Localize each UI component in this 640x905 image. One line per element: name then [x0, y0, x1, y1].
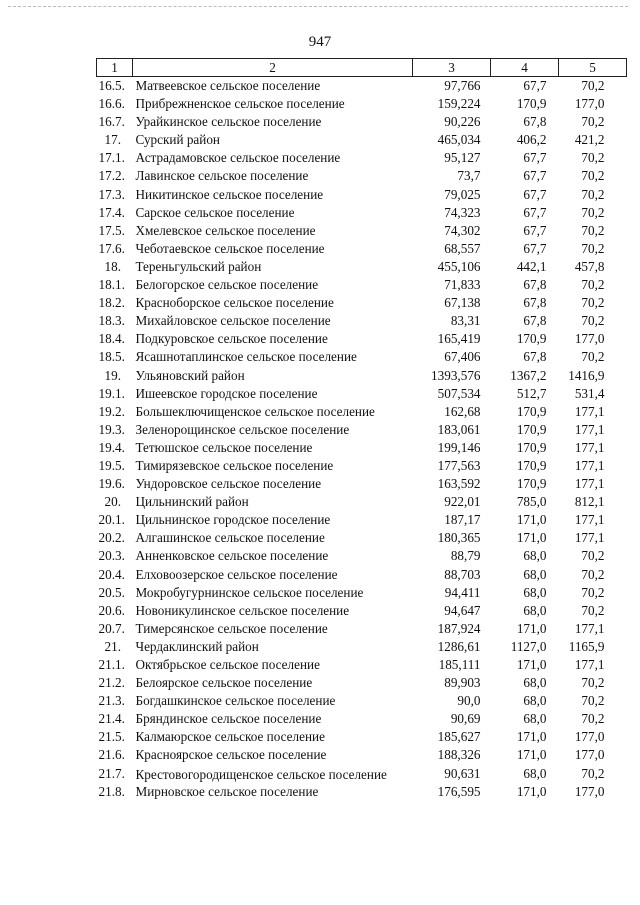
row-number: 21.3.	[98, 693, 125, 709]
value-col-4: 67,8	[523, 313, 547, 329]
value-col-5: 531,4	[574, 385, 605, 401]
value-col-3: 97,766	[444, 78, 481, 93]
row-number: 17.6.	[98, 240, 125, 256]
value-col-4: 68,0	[523, 675, 547, 691]
value-col-3: 83,31	[450, 313, 481, 329]
header-col-3: 3	[413, 59, 491, 77]
value-col-5: 177,1	[574, 421, 605, 437]
value-col-3: 67,406	[444, 349, 481, 365]
row-number: 17.5.	[98, 222, 125, 238]
value-col-3: 90,226	[444, 114, 481, 130]
value-col-4: 170,9	[516, 421, 547, 437]
value-col-4: 442,1	[516, 258, 547, 274]
row-number: 21.1.	[98, 657, 125, 672]
table-row	[97, 511, 627, 529]
row-number: 18.2.	[98, 295, 125, 311]
value-col-5: 70,2	[581, 204, 605, 220]
table-row-district	[97, 493, 627, 511]
value-col-3: 187,17	[444, 512, 481, 528]
row-number: 17.2.	[98, 168, 125, 184]
table-row	[97, 421, 627, 439]
value-col-5: 70,2	[581, 168, 605, 184]
value-col-3: 71,833	[444, 277, 481, 293]
value-col-4: 68,0	[523, 566, 547, 582]
row-name: Урайкинское сельское поселение	[135, 114, 322, 130]
row-number: 19.5.	[98, 457, 125, 473]
value-col-5: 70,2	[581, 602, 605, 618]
value-col-4: 170,9	[516, 403, 547, 419]
table-row	[97, 457, 627, 475]
value-col-4: 170,9	[516, 439, 547, 455]
row-name: Богдашкинское сельское поселение	[135, 693, 336, 709]
row-name: Красноярское сельское поселение	[135, 747, 327, 763]
table-row	[97, 710, 627, 728]
table-body	[97, 77, 627, 801]
value-col-4: 170,9	[516, 457, 547, 473]
row-number: 19.1.	[98, 385, 125, 401]
value-col-4: 67,8	[523, 114, 547, 130]
row-number: 20.1.	[98, 512, 125, 528]
row-number: 21.4.	[98, 711, 125, 727]
row-name: Чеботаевское сельское поселение	[135, 240, 325, 256]
value-col-3: 187,924	[437, 620, 481, 636]
table-row	[97, 276, 627, 294]
value-col-5: 177,1	[574, 457, 605, 473]
row-number: 21.7.	[98, 765, 125, 781]
row-name: Ундоровское сельское поселение	[135, 476, 322, 492]
table-row	[97, 783, 627, 801]
value-col-5: 177,1	[574, 657, 605, 672]
table-row	[97, 439, 627, 457]
scan-edge-mark	[8, 6, 628, 8]
row-number: 21.	[104, 638, 121, 654]
value-col-3: 88,79	[450, 548, 481, 564]
value-col-5: 70,2	[581, 566, 605, 582]
value-col-5: 177,1	[574, 476, 605, 492]
value-col-3: 163,592	[437, 476, 481, 492]
value-col-3: 90,0	[457, 693, 481, 709]
table-row	[97, 95, 627, 113]
value-col-4: 68,0	[523, 602, 547, 618]
table-row	[97, 475, 627, 493]
row-name: Калмаюрское сельское поселение	[135, 729, 325, 745]
table-row-district	[97, 367, 627, 385]
header-col-2: 2	[133, 59, 413, 77]
value-col-5: 177,0	[574, 96, 605, 112]
value-col-3: 188,326	[437, 747, 481, 763]
value-col-3: 159,224	[437, 96, 481, 112]
row-name: Бряндинское сельское поселение	[135, 711, 322, 727]
row-name: Лавинское сельское поселение	[135, 168, 309, 184]
value-col-4: 170,9	[516, 96, 547, 112]
row-name: Красноборское сельское поселение	[135, 295, 334, 311]
row-number: 18.1.	[98, 277, 125, 293]
row-number: 18.	[104, 258, 121, 274]
value-col-4: 171,0	[516, 747, 547, 763]
table-row	[97, 656, 627, 674]
table-row	[97, 167, 627, 185]
value-col-5: 177,1	[574, 512, 605, 528]
value-col-3: 95,127	[444, 150, 481, 166]
header-col-4: 4	[491, 59, 559, 77]
value-col-5: 70,2	[581, 765, 605, 781]
value-col-3: 1286,61	[437, 638, 481, 654]
table-row	[97, 149, 627, 167]
row-number: 17.4.	[98, 204, 125, 220]
value-col-5: 70,2	[581, 295, 605, 311]
value-col-4: 68,0	[523, 548, 547, 564]
table-row	[97, 728, 627, 746]
row-name: Крестовогородищенское сельское поселение	[135, 766, 387, 782]
value-col-3: 90,69	[450, 711, 481, 727]
row-name: Чердаклинский район	[135, 638, 259, 654]
row-name: Никитинское сельское поселение	[135, 186, 324, 202]
value-col-3: 199,146	[437, 439, 481, 455]
row-name: Алгашинское сельское поселение	[135, 530, 325, 546]
table-row-district	[97, 258, 627, 276]
table-row	[97, 385, 627, 403]
value-col-4: 68,0	[523, 693, 547, 709]
value-col-4: 170,9	[516, 331, 547, 347]
value-col-3: 94,411	[444, 584, 481, 600]
value-col-3: 507,534	[437, 385, 481, 401]
value-col-3: 89,903	[444, 675, 481, 691]
value-col-5: 70,2	[581, 313, 605, 329]
value-col-4: 785,0	[516, 494, 547, 510]
value-col-3: 162,68	[444, 403, 481, 419]
value-col-3: 68,557	[444, 240, 481, 256]
row-number: 18.3.	[98, 313, 125, 329]
table-row	[97, 348, 627, 366]
table-row	[97, 77, 627, 96]
value-col-4: 67,7	[523, 240, 547, 256]
row-number: 20.6.	[98, 602, 125, 618]
value-col-3: 180,365	[437, 530, 481, 546]
value-col-3: 455,106	[437, 258, 481, 274]
value-col-3: 185,111	[438, 657, 481, 672]
row-name: Тетюшское сельское поселение	[135, 439, 313, 455]
row-name: Ясашнотаплинское сельское поселение	[135, 349, 357, 365]
value-col-5: 457,8	[574, 258, 605, 274]
row-name: Тереньгульский район	[135, 258, 262, 274]
row-number: 19.	[104, 367, 121, 383]
value-col-5: 177,1	[574, 439, 605, 455]
value-col-4: 68,0	[523, 711, 547, 727]
table-row	[97, 674, 627, 692]
row-number: 20.3.	[98, 548, 125, 564]
value-col-5: 70,2	[581, 150, 605, 166]
table-row	[97, 330, 627, 348]
value-col-3: 1393,576	[431, 367, 481, 383]
value-col-5: 70,2	[581, 78, 605, 93]
value-col-5: 70,2	[581, 711, 605, 727]
value-col-5: 70,2	[581, 548, 605, 564]
value-col-3: 74,302	[444, 222, 481, 238]
value-col-5: 177,0	[574, 729, 605, 745]
value-col-3: 177,563	[437, 457, 481, 473]
value-col-3: 88,703	[444, 566, 481, 582]
table-row	[97, 529, 627, 547]
row-name: Тимерсянское сельское поселение	[135, 620, 328, 636]
table-row	[97, 584, 627, 602]
row-name: Подкуровское сельское поселение	[135, 331, 328, 347]
value-col-5: 70,2	[581, 240, 605, 256]
value-col-3: 183,061	[437, 421, 481, 437]
value-col-4: 1127,0	[510, 638, 547, 654]
row-number: 20.4.	[98, 566, 125, 582]
value-col-3: 67,138	[444, 295, 481, 311]
value-col-5: 70,2	[581, 349, 605, 365]
header-row	[97, 59, 627, 77]
row-number: 20.2.	[98, 530, 125, 546]
row-number: 17.1.	[98, 150, 125, 166]
value-col-4: 171,0	[516, 657, 547, 672]
row-name: Прибрежненское сельское поселение	[135, 96, 345, 112]
table-row	[97, 692, 627, 710]
row-number: 20.	[104, 494, 121, 510]
table-row	[97, 240, 627, 258]
value-col-4: 68,0	[523, 765, 547, 781]
value-col-4: 512,7	[516, 385, 547, 401]
value-col-5: 177,0	[574, 783, 605, 799]
row-name: Сарское сельское поселение	[135, 204, 295, 220]
row-name: Михайловское сельское поселение	[135, 313, 331, 329]
value-col-4: 406,2	[516, 132, 547, 148]
table-row	[97, 186, 627, 204]
row-number: 16.6.	[98, 96, 125, 112]
row-number: 18.5.	[98, 349, 125, 365]
row-number: 21.8.	[98, 783, 125, 799]
table-row	[97, 403, 627, 421]
value-col-4: 67,8	[523, 277, 547, 293]
value-col-3: 90,631	[444, 765, 481, 781]
value-col-5: 70,2	[581, 186, 605, 202]
row-number: 19.6.	[98, 476, 125, 492]
value-col-5: 1165,9	[568, 638, 605, 654]
row-name: Елховоозерское сельское поселение	[135, 566, 338, 582]
row-name: Мокробугурнинское сельское поселение	[135, 584, 364, 600]
row-number: 19.3.	[98, 421, 125, 437]
value-col-4: 171,0	[516, 783, 547, 799]
row-name: Цильнинский район	[135, 494, 249, 510]
value-col-5: 177,1	[574, 620, 605, 636]
table-row	[97, 547, 627, 565]
row-name: Сурский район	[135, 132, 220, 148]
value-col-4: 67,8	[523, 349, 547, 365]
value-col-3: 94,647	[444, 602, 481, 618]
row-name: Мирновское сельское поселение	[135, 783, 319, 799]
table-row-district	[97, 638, 627, 656]
row-number: 19.4.	[98, 439, 125, 455]
row-name: Астрадамовское сельское поселение	[135, 150, 341, 166]
table-row	[97, 566, 627, 584]
table-header	[97, 59, 627, 77]
table-row	[97, 222, 627, 240]
row-number: 17.3.	[98, 186, 125, 202]
table-row	[97, 312, 627, 330]
table-row	[97, 620, 627, 638]
row-name: Белоярское сельское поселение	[135, 675, 313, 691]
row-name: Белогорское сельское поселение	[135, 277, 319, 293]
value-col-4: 67,7	[523, 204, 547, 220]
value-col-4: 67,7	[523, 186, 547, 202]
row-name: Ульяновский район	[135, 367, 245, 383]
budget-table	[96, 58, 627, 801]
value-col-5: 812,1	[574, 494, 605, 510]
value-col-5: 70,2	[581, 114, 605, 130]
row-name: Большеключищенское сельское поселение	[135, 403, 375, 419]
header-col-1: 1	[97, 59, 133, 77]
row-number: 17.	[104, 132, 121, 148]
value-col-5: 70,2	[581, 277, 605, 293]
row-name: Зеленорощинское сельское поселение	[135, 421, 350, 437]
row-number: 20.7.	[98, 620, 125, 636]
value-col-3: 73,7	[457, 168, 481, 184]
value-col-4: 170,9	[516, 476, 547, 492]
row-number: 19.2.	[98, 403, 125, 419]
value-col-5: 421,2	[574, 132, 605, 148]
table-row	[97, 294, 627, 312]
value-col-4: 67,8	[523, 295, 547, 311]
row-name: Хмелевское сельское поселение	[135, 222, 316, 238]
row-number: 18.4.	[98, 331, 125, 347]
value-col-3: 176,595	[437, 783, 481, 799]
value-col-4: 171,0	[516, 620, 547, 636]
value-col-5: 70,2	[581, 693, 605, 709]
table-row	[97, 113, 627, 131]
value-col-5: 177,1	[574, 403, 605, 419]
value-col-3: 79,025	[444, 186, 481, 202]
page-number: 947	[308, 34, 332, 50]
value-col-5: 1416,9	[568, 367, 605, 383]
table-row	[97, 204, 627, 222]
header-col-5: 5	[559, 59, 627, 77]
row-name: Октябрьское сельское поселение	[135, 657, 320, 672]
value-col-4: 171,0	[516, 512, 547, 528]
value-col-4: 67,7	[523, 168, 547, 184]
row-number: 20.5.	[98, 584, 125, 600]
value-col-4: 67,7	[523, 222, 547, 238]
value-col-3: 922,01	[444, 494, 481, 510]
table-row	[97, 602, 627, 620]
row-number: 16.5.	[98, 78, 125, 93]
value-col-3: 74,323	[444, 204, 481, 220]
value-col-5: 177,0	[574, 747, 605, 763]
value-col-4: 171,0	[516, 530, 547, 546]
value-col-4: 68,0	[523, 584, 547, 600]
table-row	[97, 765, 627, 783]
row-name: Тимирязевское сельское поселение	[135, 457, 334, 473]
row-name: Цильнинское городское поселение	[135, 512, 331, 528]
value-col-4: 67,7	[523, 78, 547, 93]
value-col-4: 67,7	[523, 150, 547, 166]
row-name: Матвеевское сельское поселение	[135, 78, 321, 93]
row-number: 21.2.	[98, 675, 125, 691]
value-col-3: 185,627	[437, 729, 481, 745]
value-col-5: 70,2	[581, 584, 605, 600]
value-col-5: 177,0	[574, 331, 605, 347]
row-number: 21.5.	[98, 729, 125, 745]
value-col-3: 165,419	[437, 331, 481, 347]
row-name: Анненковское сельское поселение	[135, 548, 329, 564]
value-col-4: 1367,2	[510, 367, 547, 383]
value-col-3: 465,034	[437, 132, 481, 148]
row-name: Новоникулинское сельское поселение	[135, 602, 350, 618]
value-col-5: 177,1	[574, 530, 605, 546]
value-col-5: 70,2	[581, 675, 605, 691]
value-col-5: 70,2	[581, 222, 605, 238]
row-name: Ишеевское городское поселение	[135, 385, 318, 401]
table-row	[97, 746, 627, 764]
value-col-4: 171,0	[516, 729, 547, 745]
table-row-district	[97, 131, 627, 149]
row-number: 21.6.	[98, 747, 125, 763]
row-number: 16.7.	[98, 114, 125, 130]
